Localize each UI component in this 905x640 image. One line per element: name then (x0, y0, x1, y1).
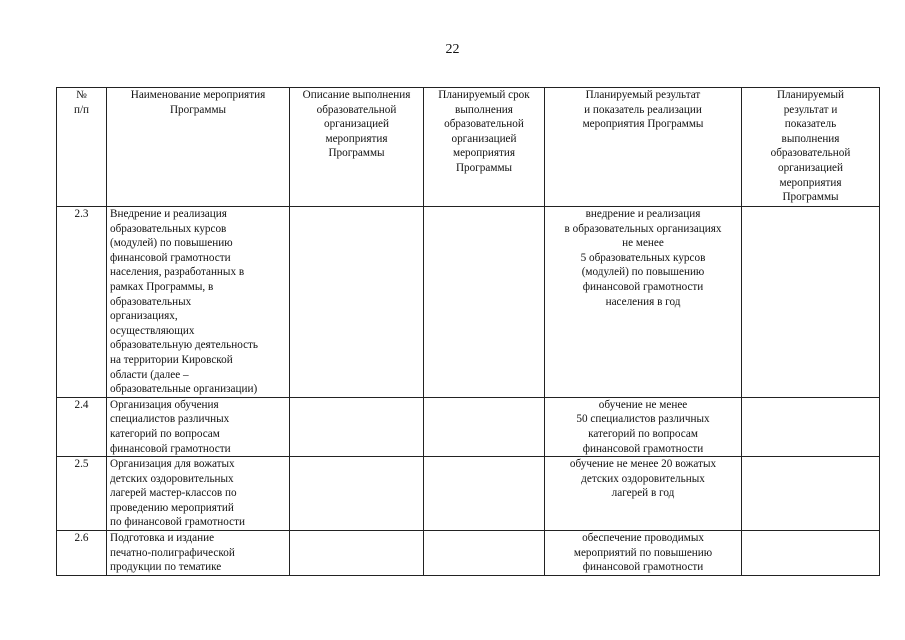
program-table (56, 87, 880, 576)
row-num: 2.3 (57, 207, 107, 398)
row-name: Организация обучения специалистов различных категорий по вопросам финансовой грамотности (107, 397, 290, 456)
row-name: Организация для вожатых детских оздоровительных лагерей мастер-классов по проведению мероприятий по финансовой грамотности (107, 457, 290, 531)
row-result-org (742, 397, 880, 456)
row-result-org (742, 457, 880, 531)
row-num: 2.5 (57, 457, 107, 531)
table-row (57, 531, 880, 576)
row-result-org (742, 207, 880, 398)
table-header-row (57, 88, 880, 207)
header-description: Описание выполнения образовательной организацией мероприятия Программы (290, 88, 424, 207)
row-description (290, 457, 424, 531)
row-result: обучение не менее 50 специалистов различных категорий по вопросам финансовой грамотности (545, 397, 742, 456)
row-term (424, 207, 545, 398)
row-num: 2.6 (57, 531, 107, 576)
table-row (57, 207, 880, 398)
row-result: обеспечение проводимых мероприятий по повышению финансовой грамотности (545, 531, 742, 576)
row-description (290, 207, 424, 398)
table-row (57, 397, 880, 456)
row-term (424, 397, 545, 456)
header-result-program: Планируемый результат и показатель реализации мероприятия Программы (545, 88, 742, 207)
row-name: Внедрение и реализация образовательных курсов (модулей) по повышению финансовой грамотности населения, разработанных в рамках Программы, в образовательных организациях, осуществляющих образовательную деятельность на территории Кировской области (далее – образовательные организации) (107, 207, 290, 398)
row-term (424, 457, 545, 531)
table-row (57, 457, 880, 531)
page-number: 22 (445, 42, 460, 57)
header-term: Планируемый срок выполнения образовательной организацией мероприятия Программы (424, 88, 545, 207)
row-num: 2.4 (57, 397, 107, 456)
header-num: № п/п (57, 88, 107, 207)
row-result-org (742, 531, 880, 576)
header-name: Наименование мероприятия Программы (107, 88, 290, 207)
row-result: внедрение и реализация в образовательных организациях не менее 5 образовательных курсов (модулей) по повышению финансовой грамотности населения в год (545, 207, 742, 398)
row-name: Подготовка и издание печатно-полиграфической продукции по тематике (107, 531, 290, 576)
row-term (424, 531, 545, 576)
row-result: обучение не менее 20 вожатых детских оздоровительных лагерей в год (545, 457, 742, 531)
header-result-org: Планируемый результат и показатель выполнения образовательной организацией мероприятия Программы (742, 88, 880, 207)
row-description (290, 531, 424, 576)
row-description (290, 397, 424, 456)
